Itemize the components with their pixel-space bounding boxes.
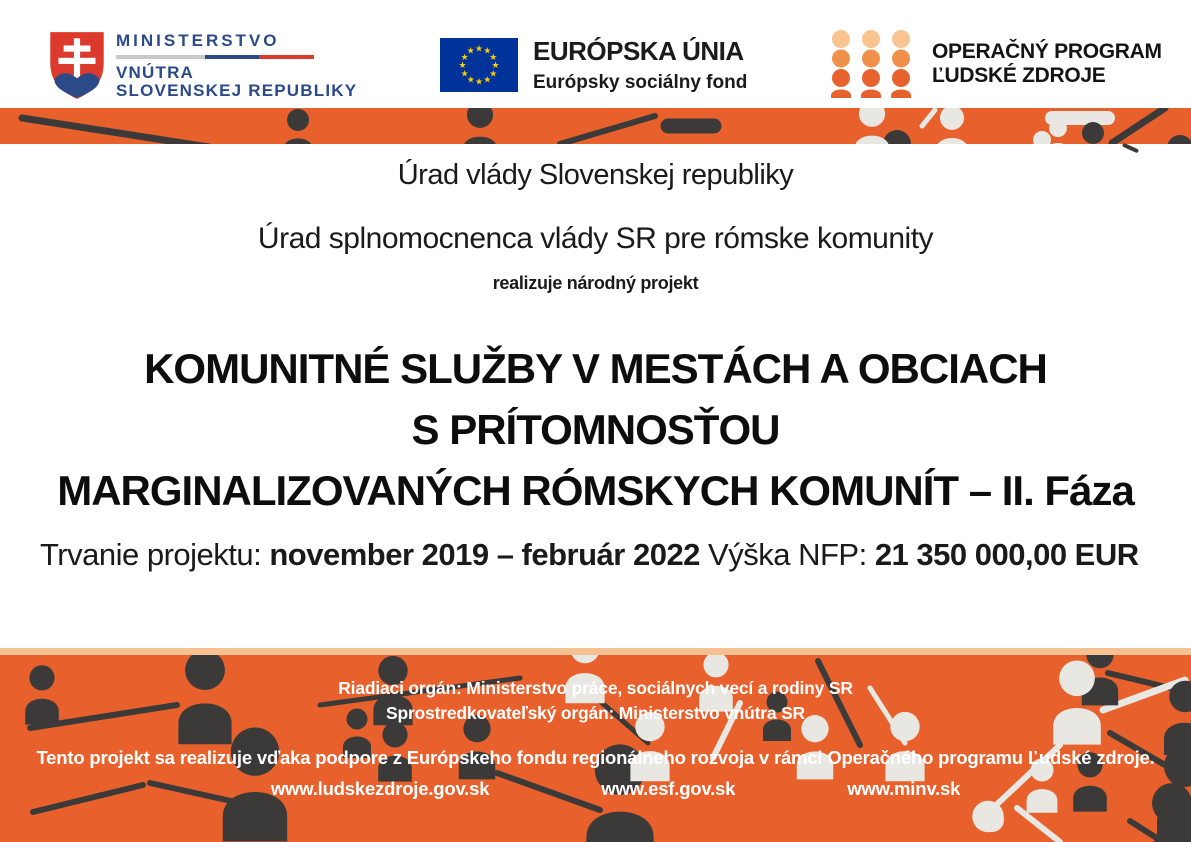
government-office-title: Úrad vlády Slovenskej republiky bbox=[397, 159, 794, 191]
tricolor-red-segment bbox=[259, 55, 314, 59]
svg-text:★: ★ bbox=[466, 75, 475, 86]
svg-text:★: ★ bbox=[489, 52, 498, 63]
link-esf[interactable]: www.esf.gov.sk bbox=[601, 778, 736, 799]
slovak-coat-of-arms-icon bbox=[46, 28, 108, 102]
european-union-logo bbox=[440, 36, 747, 94]
svg-text:★: ★ bbox=[474, 44, 484, 55]
svg-text:★: ★ bbox=[460, 52, 469, 63]
bottom-decorative-band bbox=[0, 648, 1191, 842]
eu-logo-text bbox=[533, 36, 747, 94]
poster-body bbox=[0, 144, 1191, 578]
ministry-name-line2: VNÚTRA bbox=[116, 62, 195, 82]
eu-flag-icon bbox=[440, 38, 518, 92]
eu-fund-name: Európsky sociálny fond bbox=[533, 72, 748, 93]
logo-header bbox=[0, 0, 1191, 108]
people-dots-icon bbox=[828, 30, 914, 98]
top-decorative-band bbox=[0, 108, 1191, 144]
duration-value: november 2019 – február 2022 bbox=[269, 537, 700, 572]
tricolor-white-segment bbox=[116, 55, 205, 59]
ministry-logo-text bbox=[116, 31, 357, 100]
footer-text bbox=[0, 648, 1191, 842]
plenipotentiary-office-title: Úrad splnomocnenca vlády SR pre rómske komunity bbox=[257, 222, 934, 255]
link-ludskezdroje[interactable]: www.ludskezdroje.gov.sk bbox=[270, 778, 490, 799]
op-logo-text bbox=[932, 40, 1162, 88]
duration-label: Trvanie projektu: bbox=[40, 537, 270, 572]
ministry-name-line3: SLOVENSKEJ REPUBLIKY bbox=[116, 80, 358, 100]
svg-text:★: ★ bbox=[489, 69, 498, 80]
nfp-value: 21 350 000,00 EUR bbox=[874, 537, 1139, 572]
op-name-line2: ĽUDSKÉ ZDROJE bbox=[932, 64, 1106, 87]
ministry-name-line1: MINISTERSTVO bbox=[116, 30, 280, 50]
project-title bbox=[0, 338, 1191, 521]
svg-text:★: ★ bbox=[460, 69, 469, 80]
project-lead-in: realizuje národný projekt bbox=[492, 273, 699, 293]
svg-text:★: ★ bbox=[466, 46, 475, 57]
svg-text:★: ★ bbox=[491, 61, 500, 71]
svg-text:★: ★ bbox=[483, 75, 492, 86]
svg-text:★: ★ bbox=[474, 77, 484, 88]
operational-program-logo bbox=[828, 30, 1162, 98]
project-title-line3: MARGINALIZOVANÝCH RÓMSKYCH KOMUNÍT – II. Fáza bbox=[57, 467, 1134, 514]
nfp-label: Výška NFP: bbox=[699, 537, 875, 572]
project-title-line1: KOMUNITNÉ SLUŽBY V MESTÁCH A OBCIACH bbox=[144, 345, 1047, 392]
eu-name: EURÓPSKA ÚNIA bbox=[533, 36, 744, 66]
ministry-of-interior-logo bbox=[46, 28, 357, 102]
footer-links bbox=[0, 778, 1191, 800]
op-name-line1: OPERAČNÝ PROGRAM bbox=[932, 40, 1162, 63]
svg-text:★: ★ bbox=[458, 61, 467, 71]
support-note: Tento projekt sa realizuje vďaka podpore z Európskeho fondu regionálneho rozvoja v rámci Operačného programu Ľudské zdroje. bbox=[36, 747, 1155, 768]
link-minv[interactable]: www.minv.sk bbox=[847, 778, 961, 799]
svg-text:★: ★ bbox=[483, 46, 492, 57]
slovak-tricolor-divider bbox=[116, 55, 314, 59]
tricolor-blue-segment bbox=[205, 55, 258, 59]
managing-authority: Riadiaci orgán: Ministerstvo práce, sociálnych vecí a rodiny SR bbox=[338, 678, 853, 698]
project-title-line2: S PRÍTOMNOSŤOU bbox=[411, 406, 780, 453]
project-details bbox=[40, 531, 1151, 578]
intermediate-body: Sprostredkovateľský orgán: Ministerstvo vnútra SR bbox=[385, 703, 805, 723]
